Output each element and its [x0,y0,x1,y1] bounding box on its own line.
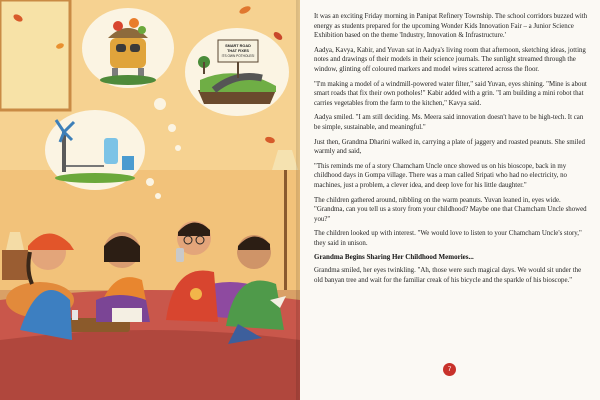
page-number-badge: 7 [443,363,456,376]
story-paragraph-8: The children looked up with interest. "We would love to listen to your Chamcham Uncle's story," they said in unison. [314,230,582,247]
story-paragraph-5: Just then, Grandma Dharini walked in, carrying a plate of jaggery and roasted peanuts. She smiled warmly and said, [314,138,585,156]
section-heading: Grandma Begins Sharing Her Childhood Memories... [314,253,474,262]
story-paragraph-2: Aadya, Kavya, Kabir, and Yuvan sat in Aadya's living room that afternoon, sketching ideas, jotting notes and drawings of their models in their science journals. The sunlight streamed through the window, glinting off coloured markers and model wires scattered across the floor. [314,46,586,73]
story-paragraph-7: The children gathered around, nibbling on the warm peanuts. Yuvan leaned in, eyes wide. "Grandma, can you tell us a story from your childhood? Maybe one that Chamcham Uncle showed you?" [314,196,587,223]
story-paragraph-closing: Grandma smiled, her eyes twinkling. "Ah, those were such magical days. We would sit under the old banyan tree and wait for the familiar creak of his bicycle and the sparkle of his bioscope." [314,267,582,285]
windmill-water-filter-icon [45,110,145,190]
story-paragraph-6: "This reminds me of a story Chamcham Uncle once showed us on his bioscope, back in my childhood days in Gompa village. There was a man called Sripati who had no electricity, no machines, just a problem, a clever idea, and deep love for his little daughter." [314,162,567,189]
story-paragraph-1: It was an exciting Friday morning in Panipat Refinery Township. The school corridors buzzed with energy as students prepared for the upcoming Wonder Kids Innovation Fair – a Junior Science Exhibition based on the theme 'Industry, Innovation & Infrastructure.' [314,13,588,40]
smart-road-icon [185,28,289,116]
window [0,0,70,110]
text-page [300,0,600,400]
svg-text:ITS OWN POTHOLES!: ITS OWN POTHOLES! [221,54,255,58]
svg-text:SMART ROAD: SMART ROAD [225,44,251,48]
svg-text:THAT FIXES: THAT FIXES [227,49,249,53]
robot-with-vegetables-icon [82,8,174,88]
story-paragraph-4: Aadya smiled. "I am still deciding. Ms. Meera said innovation doesn't have to be high-tech. It can be simple, sustainable, and meaningful." [314,114,584,131]
story-paragraph-3: "I'm making a model of a windmill-powered water filter," said Yuvan, eyes shining. "Mine is about smart roads that fix their own potholes!" Kabir added with a grin. "I am building a mini robot that carries vegetables from the farm to the kitchen," Kavya said. [314,80,587,107]
